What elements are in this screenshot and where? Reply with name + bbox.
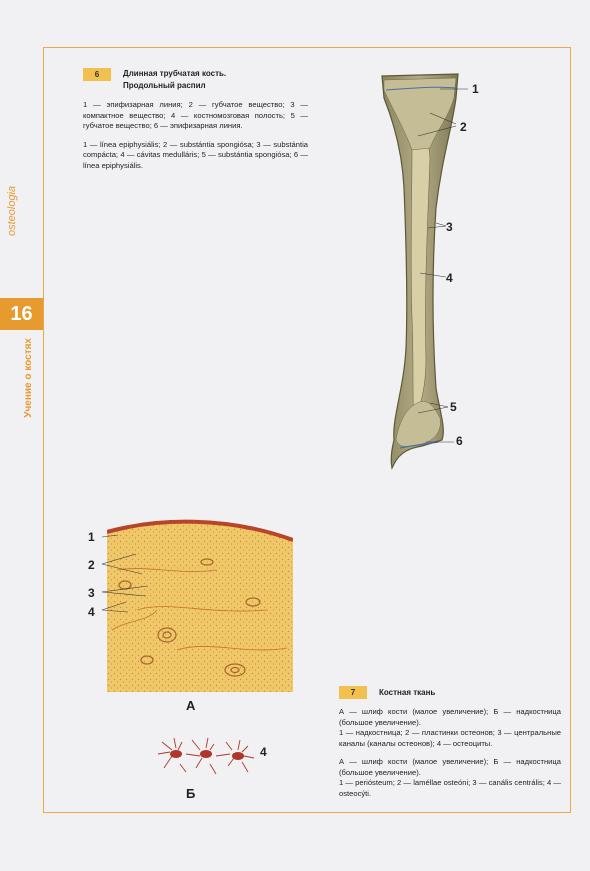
bone-label-3: 3 bbox=[446, 220, 453, 234]
figure6-title-line1: Длинная трубчатая кость. bbox=[123, 69, 227, 78]
figure7-caption bbox=[339, 686, 561, 799]
figure6-badge: 6 bbox=[83, 68, 111, 81]
panel-b-label: Б bbox=[186, 786, 196, 801]
figure7-text-ru1: А — шлиф кости (малое увеличение); Б — надкостница (большое увеличение). bbox=[339, 707, 561, 727]
figure7-text-ru2: 1 — надкостница; 2 — пластинки остеонов; 3 — центральные каналы (каналы остеонов); 4 — остеоциты. bbox=[339, 728, 561, 748]
side-russian-label: Учение о костях bbox=[23, 338, 34, 418]
tissue-label-2: 2 bbox=[88, 558, 95, 572]
tissue-leader-lines bbox=[96, 530, 156, 620]
figure7-title: Костная ткань bbox=[379, 687, 436, 697]
page-number: 16 bbox=[0, 298, 43, 330]
bone-label-5: 5 bbox=[450, 400, 457, 414]
tissue-label-4: 4 bbox=[88, 605, 95, 619]
tissue-label-3: 3 bbox=[88, 586, 95, 600]
figure7-text-lat1: А — шлиф кости (малое увеличение); Б — надкостница (большое увеличение). bbox=[339, 757, 561, 777]
bone-label-1: 1 bbox=[472, 82, 479, 96]
figure6-title-line2: Продольный распил bbox=[123, 81, 206, 90]
figure6-text-ru: 1 — эпифизарная линия; 2 — губчатое вещество; 3 — компактное вещество; 4 — костномозговая полость; 5 — губчатое вещество; 6 — эпифизарная линия. bbox=[83, 100, 308, 130]
figure7-badge: 7 bbox=[339, 686, 367, 699]
figure6-text-lat: 1 — línea epiphysiális; 2 — substántia spongiósa; 3 — substántia compácta; 4 — cávitas medulláris; 5 — substántia spongiósa; 6 — línea epiphysiális. bbox=[83, 139, 308, 170]
bone-label-4: 4 bbox=[446, 271, 453, 285]
long-bone-illustration bbox=[370, 68, 500, 478]
figure7-text-lat2: 1 — periósteum; 2 — laméllae osteóni; 3 — canális centrális; 4 — osteocýti. bbox=[339, 778, 561, 798]
figure6-caption bbox=[83, 68, 308, 171]
bone-label-2: 2 bbox=[460, 120, 467, 134]
bone-label-6: 6 bbox=[456, 434, 463, 448]
panel-a-label: А bbox=[186, 698, 196, 713]
osteocyte-label-4: 4 bbox=[260, 745, 267, 759]
side-latin-label: osteologia bbox=[6, 185, 18, 236]
osteocytes-illustration bbox=[156, 734, 256, 778]
tissue-label-1: 1 bbox=[88, 530, 95, 544]
